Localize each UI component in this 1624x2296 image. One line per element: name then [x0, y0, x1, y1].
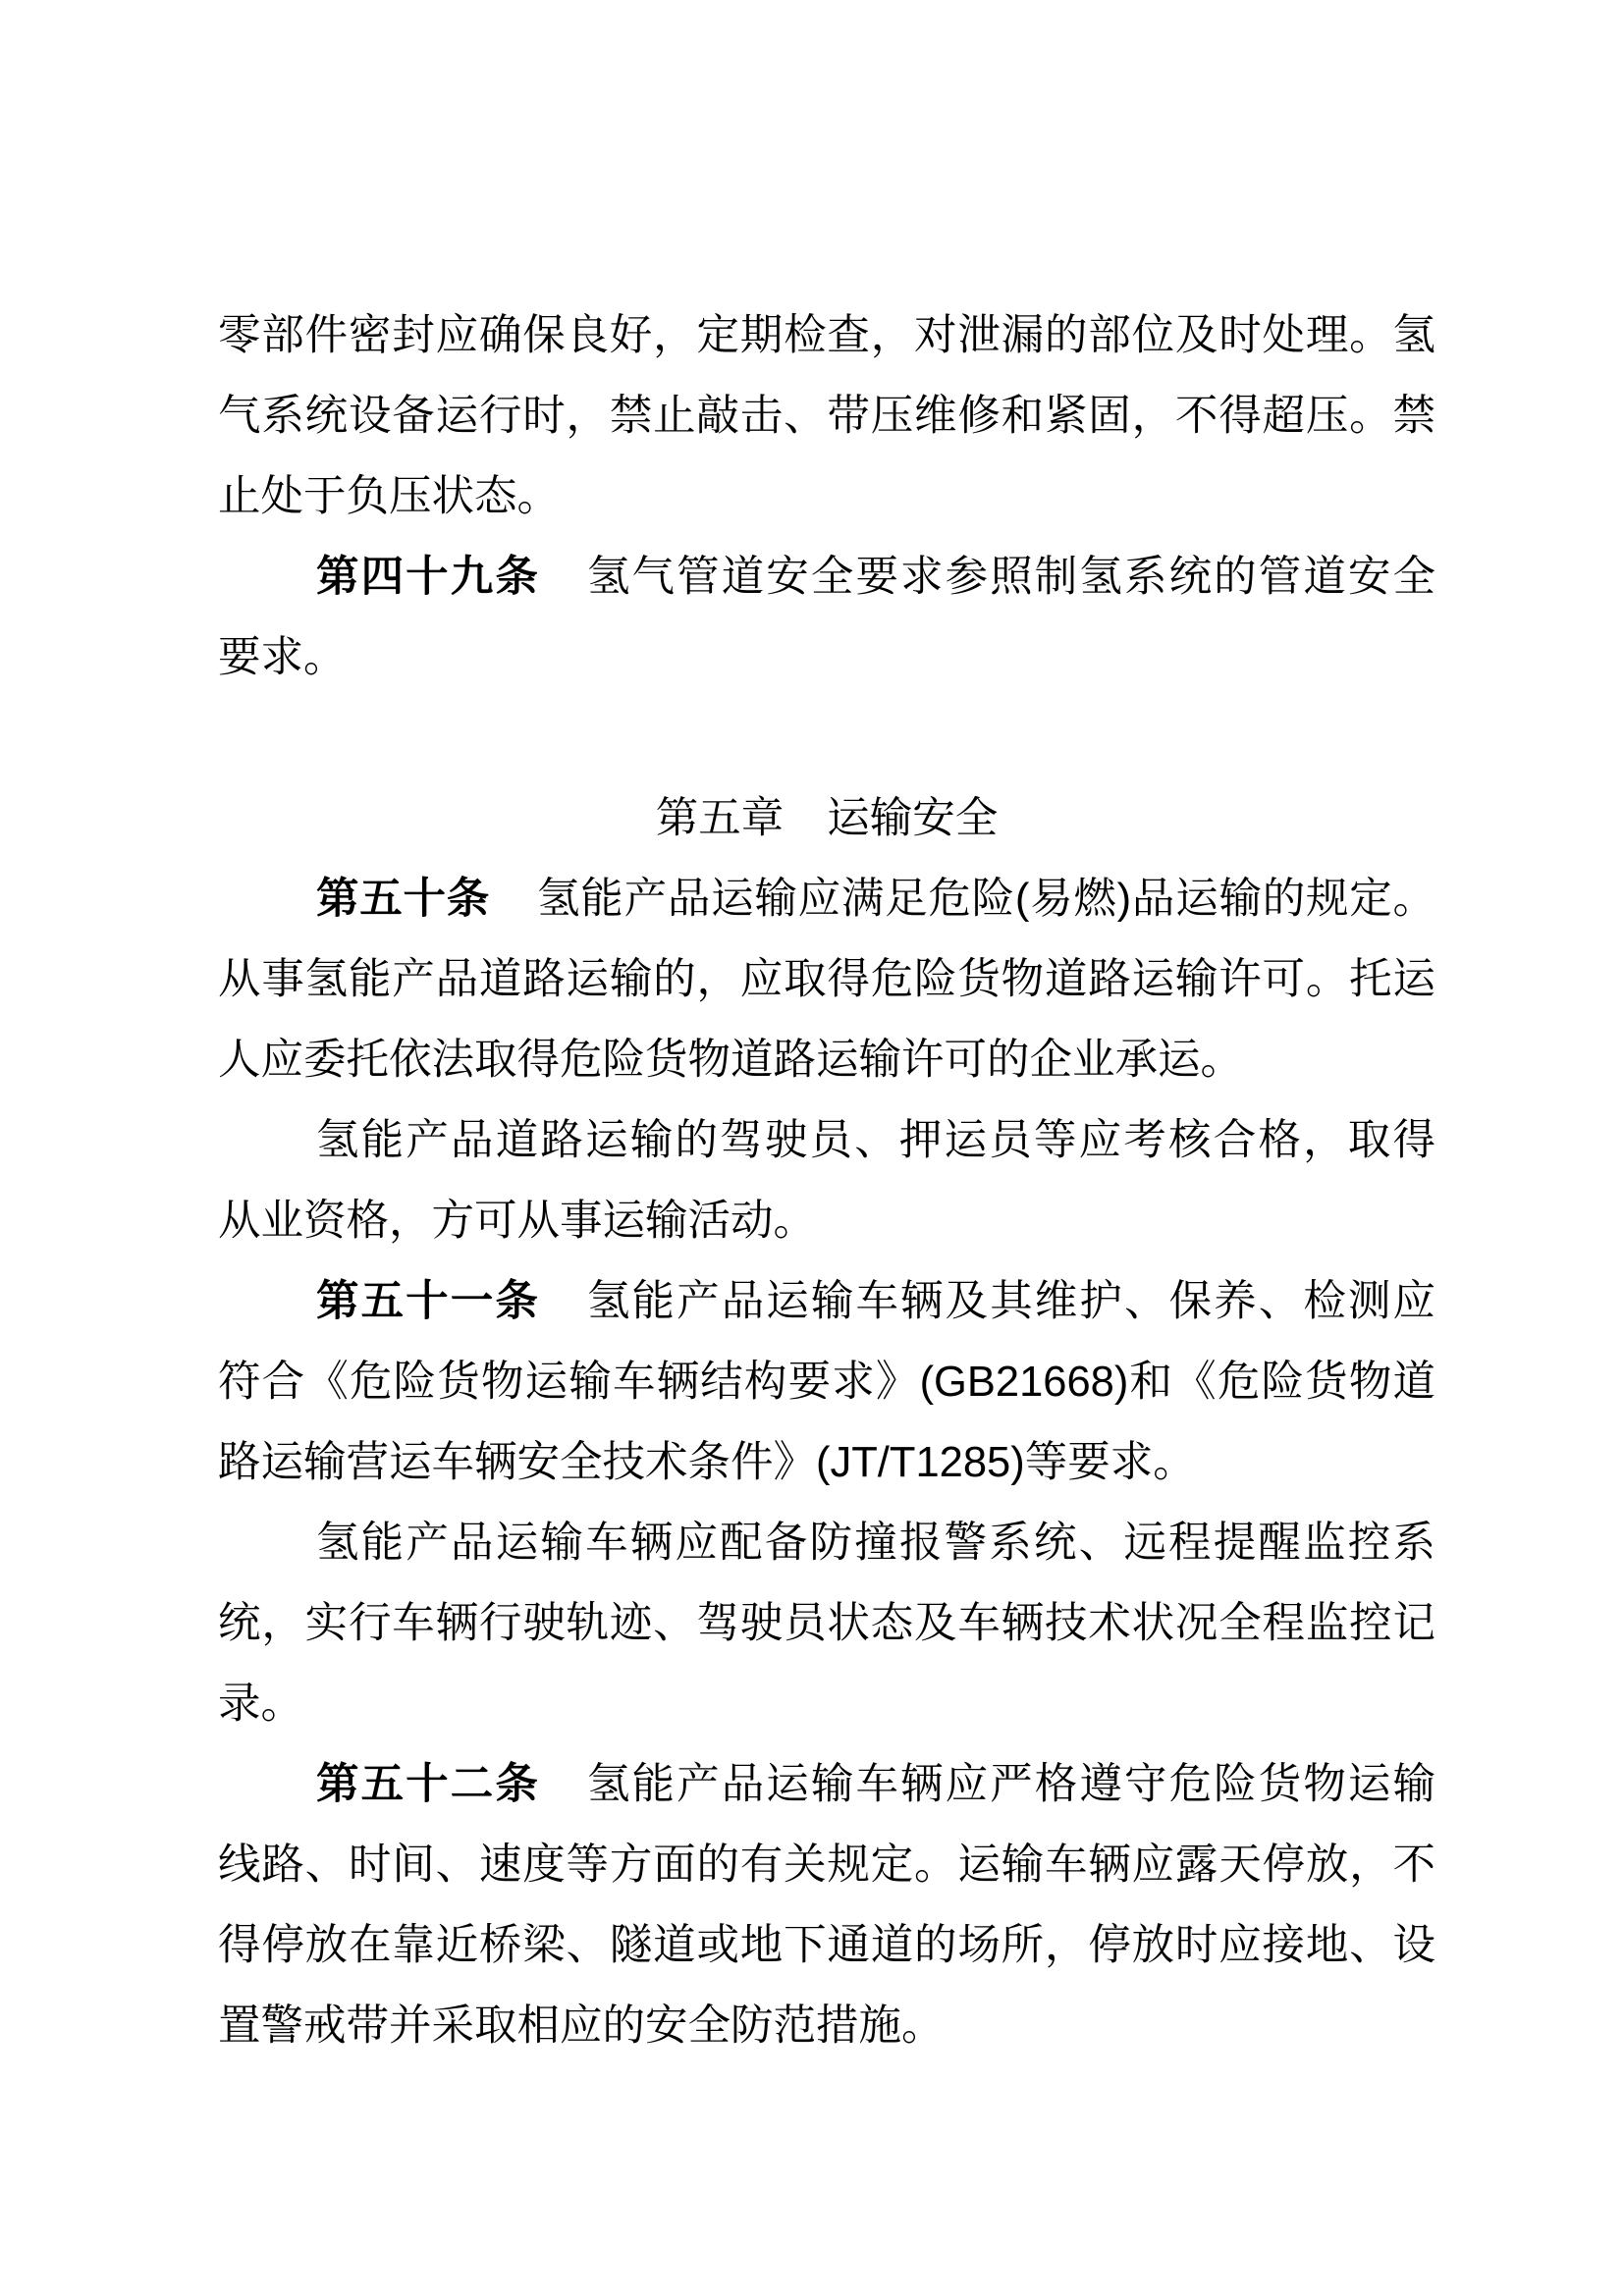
- text-line: 从事氢能产品道路运输的，应取得危险货物道路运输许可。托运: [218, 956, 1435, 1003]
- text-line: 氢能产品运输车辆应配备防撞报警系统、远程提醒监控系: [316, 1520, 1435, 1567]
- text-segment: 氢能产品运输车辆及其维护、保养、检测应: [586, 1278, 1435, 1325]
- paragraph: [218, 295, 1435, 537]
- text-line: 符合《危险货物运输车辆结构要求》(GB21668)和《危险货物道: [218, 1359, 1435, 1406]
- article-number: 第五十二条: [316, 1761, 540, 1808]
- text-line: 人应委托依法取得危险货物道路运输许可的企业承运。: [218, 1037, 1243, 1084]
- text-segment: 氢能产品运输车辆应严格遵守危险货物运输: [586, 1761, 1435, 1808]
- text-line: 路运输营运车辆安全技术条件》(JT/T1285)等要求。: [218, 1439, 1196, 1486]
- paragraph-article-49: [218, 537, 1435, 698]
- text-line: [218, 537, 1435, 617]
- article-number: 第五十一条: [316, 1278, 540, 1325]
- text-line: 从业资格，方可从事运输活动。: [218, 1198, 816, 1245]
- text-segment: 氢气管道安全要求参照制氢系统的管道安全: [586, 554, 1435, 601]
- text-line: [218, 859, 1435, 939]
- text-line: 线路、时间、速度等方面的有关规定。运输车辆应露天停放，不: [218, 1842, 1435, 1889]
- paragraph-article-51: [218, 1261, 1435, 1503]
- text-line: 录。: [218, 1681, 303, 1728]
- paragraph: [218, 1503, 1435, 1744]
- chapter-heading: [218, 778, 1435, 859]
- paragraph-article-50: [218, 859, 1435, 1100]
- paragraph: [218, 1100, 1435, 1261]
- chapter-number: 第五章: [655, 795, 785, 842]
- document-content: [218, 295, 1435, 2066]
- chapter-title: 运输安全: [827, 795, 999, 842]
- text-segment: 氢能产品运输应满足危险(易燃)品运输的规定。: [537, 876, 1435, 923]
- text-line: 气系统设备运行时，禁止敲击、带压维修和紧固，不得超压。禁: [218, 393, 1435, 440]
- article-number: 第四十九条: [316, 554, 540, 601]
- paragraph-article-52: [218, 1744, 1435, 2066]
- text-line: [218, 1261, 1435, 1342]
- text-line: 要求。: [218, 634, 347, 681]
- text-line: 置警戒带并采取相应的安全防范措施。: [218, 2002, 945, 2050]
- article-number: 第五十条: [316, 876, 491, 923]
- text-line: [218, 1744, 1435, 1825]
- text-line: 得停放在靠近桥梁、隧道或地下通道的场所，停放时应接地、设: [218, 1922, 1435, 1969]
- text-line: 止处于负压状态。: [218, 473, 560, 520]
- text-line: 氢能产品道路运输的驾驶员、押运员等应考核合格，取得: [316, 1117, 1435, 1164]
- text-line: 统，实行车辆行驶轨迹、驾驶员状态及车辆技术状况全程监控记: [218, 1600, 1435, 1647]
- text-line: 零部件密封应确保良好，定期检查，对泄漏的部位及时处理。氢: [218, 312, 1435, 359]
